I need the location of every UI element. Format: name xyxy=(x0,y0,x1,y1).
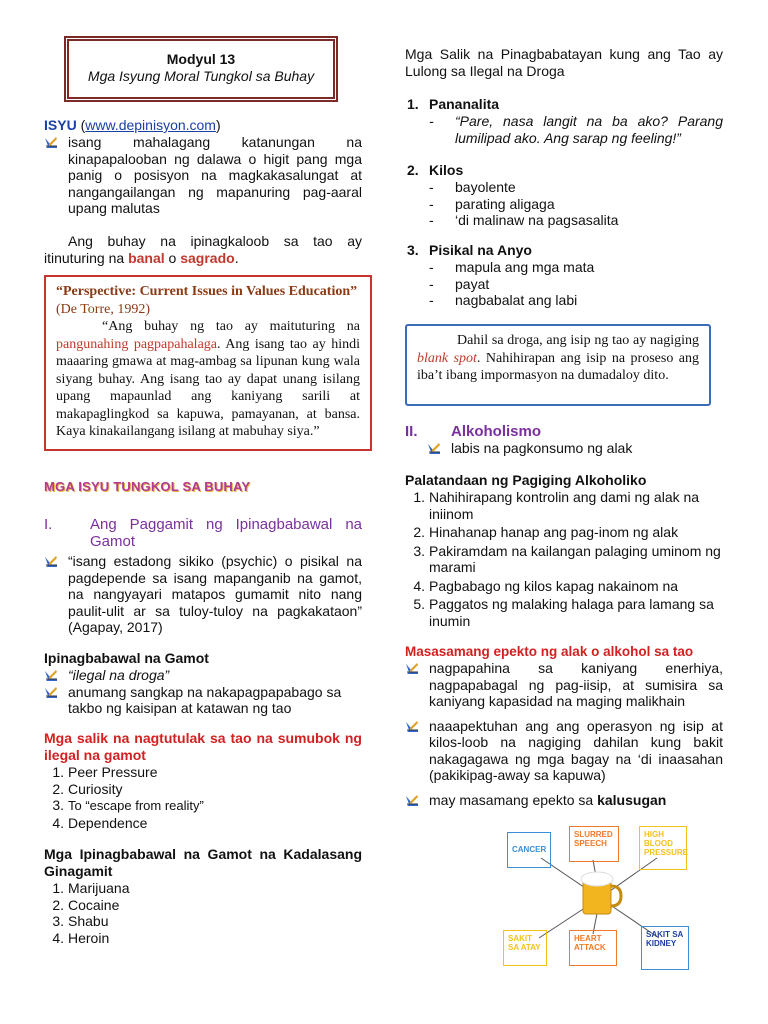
palatandaan-item-text: Paggatos ng malaking halaga para lamang sa inumin xyxy=(429,596,714,629)
infobox-blank-spot: blank spot xyxy=(417,350,477,366)
kadalasan-item-text: Marijuana xyxy=(68,880,130,896)
epekto-item-text: naaapektuhan ang ang operasyon ng isip at kilos-loob na nagiging dahilan kung bakit nakagagawa ng mga bagay na ‘di inaasahan (pakikipag-away sa kapuwa) xyxy=(429,717,723,783)
pisikal-item-text: mapula ang mga mata xyxy=(455,259,595,275)
salik-item-text: To “escape from reality” xyxy=(68,798,204,813)
pen-bullet-icon xyxy=(44,554,58,568)
salik-heading: Mga salik na nagtutulak sa tao na sumubok ng ilegal na gamot xyxy=(44,730,362,763)
sagrado-word: sagrado xyxy=(180,250,235,266)
section-2-definition: labis na pagkonsumo ng alak xyxy=(451,440,633,456)
pananalita-item: - “Pare, nasa langit na ba ako? Parang lumilipad ako. Ang sarap ng feeling!” xyxy=(429,113,723,146)
kalusugan-word: kalusugan xyxy=(597,791,667,808)
isyu-definition: isang mahalagang katanungan na kinapapalooban ng dalawa o higit pang mga panig o posisyon na magkakasalungat at nangangailangan ng mapanuring pag-aaral upang malutas xyxy=(68,134,362,216)
infobox-text-b: . Nahihirapan ang isip na proseso ang iba’t ibang impormasyon na dumadaloy dito. xyxy=(417,350,699,383)
salik-item-text: Curiosity xyxy=(68,780,123,797)
list-item: 4. Heroin xyxy=(52,929,110,946)
ipinagbabawal-item-text: “ilegal na droga” xyxy=(68,667,170,683)
kadalasan-item-text: Cocaine xyxy=(68,896,120,913)
pisikal-number: 3. xyxy=(407,242,419,258)
kilos-item-text: parating aligaga xyxy=(455,195,555,212)
section-1 xyxy=(44,516,362,636)
quote-text-1: “Ang buhay ng tao ay maituturing na xyxy=(102,319,360,334)
diagram-label-heart-attack: HEART ATTACK xyxy=(569,930,617,966)
isyu-section xyxy=(44,117,362,217)
section-1-definition-item xyxy=(44,553,362,636)
list-item: 2. Cocaine xyxy=(52,896,120,913)
kilos-item: - parating aligaga xyxy=(429,195,555,212)
kilos-item-text: bayolente xyxy=(455,179,516,195)
isyu-definition-item xyxy=(44,134,362,217)
salik-list xyxy=(44,764,362,831)
palatandaan-item-text: Pagbabago ng kilos kapag nakainom na xyxy=(429,577,679,594)
diagram-label-sakit-sa-atay: SAKIT SA ATAY xyxy=(503,930,547,966)
ipinagbabawal-heading: Ipinagbabawal na Gamot xyxy=(44,650,209,666)
kilos-heading xyxy=(405,162,723,179)
quote-body xyxy=(56,318,360,441)
diagram-label-slurred-speech: SLURRED SPEECH xyxy=(569,826,619,862)
kadalasan-list xyxy=(44,880,362,946)
pananalita-section xyxy=(405,96,723,146)
palatandaan-heading: Palatandaan ng Pagiging Alkoholiko xyxy=(405,472,647,488)
module-title-box xyxy=(64,36,338,102)
kilos-item: - bayolente xyxy=(429,179,516,195)
quote-text-2: . Ang isang tao ay hindi maaaring gmawa at mag-ambag sa lipunan kung wala siyang buhay. Ang isang tao ay dapat unang isilang upang mapaunlad ang kaniyang sarili at makapaglingkod sa kapuwa, pamayanan, at bansa. Kaya kinakailangang isilang at mabuhay siya.” xyxy=(56,336,360,439)
pisikal-item-text: nagbabalat ang labi xyxy=(455,292,578,308)
list-item: 2. Curiosity xyxy=(52,780,123,797)
pisikal-title: Pisikal na Anyo xyxy=(429,242,532,258)
epekto-item xyxy=(405,660,723,710)
buhay-intro-end: . xyxy=(234,250,239,266)
kilos-item: - ‘di malinaw na pagsasalita xyxy=(429,212,619,228)
module-title: Modyul 13 xyxy=(166,51,236,67)
list-item: 3. To “escape from reality” xyxy=(52,797,204,813)
pananalita-heading xyxy=(405,96,723,113)
section-2 xyxy=(405,423,723,457)
section-1-number: I. xyxy=(44,516,53,533)
epekto-item-text: may masamang epekto sa xyxy=(429,791,598,808)
section-1-definition: “isang estadong sikiko (psychic) o pisikal na pagdepende sa isang mapanganib na gamot, na nangyayari matapos gumamit nito nang paulit-ulit ar sa tuloy-tuloy na pagkakataon” (Agapay, 2017) xyxy=(68,553,362,635)
list-item: 1. Peer Pressure xyxy=(52,764,158,780)
ipinagbabawal-section xyxy=(44,650,362,717)
diagram-label-sakit-sa-kidney: SAKIT SA KIDNEY xyxy=(641,926,689,970)
ipinagbabawal-item xyxy=(44,667,362,684)
right-intro: Mga Salik na Pinagbabatayan kung ang Tao ay Lulong sa Ilegal na Droga xyxy=(405,46,723,79)
kadalasan-item-text: Shabu xyxy=(68,913,109,929)
list-item: 4. Pagbabago ng kilos kapag nakainom na xyxy=(413,577,679,594)
list-item: 3. Shabu xyxy=(52,913,109,929)
kadalasan-heading: Mga Ipinagbabawal na Gamot na Kadalasang Ginagamit xyxy=(44,846,362,879)
infobox-text-a: Dahil sa droga, ang isip ng tao ay nagiging xyxy=(457,333,699,348)
palatandaan-item-text: Nahihirapang kontrolin ang dami ng alak na iniinom xyxy=(429,489,700,522)
epekto-heading: Masasamang epekto ng alak o alkohol sa tao xyxy=(405,644,694,659)
pen-bullet-icon xyxy=(405,661,419,675)
quote-box xyxy=(44,275,372,451)
epekto-item xyxy=(405,792,723,809)
pen-bullet-icon xyxy=(44,668,58,682)
pisikal-section xyxy=(405,242,723,309)
pen-bullet-icon xyxy=(405,719,419,733)
pen-bullet-icon xyxy=(427,441,441,455)
pisikal-heading xyxy=(405,242,723,259)
diagram-label-high-blood-pressure: HIGH BLOOD PRESSURE xyxy=(639,826,687,870)
section-2-definition-item xyxy=(427,440,723,457)
section-1-heading xyxy=(44,516,362,550)
pananalita-title: Pananalita xyxy=(429,96,500,112)
buhay-intro xyxy=(44,233,362,267)
isyu-label: ISYU xyxy=(44,117,77,133)
ipinagbabawal-item-text: anumang sangkap na nakapagpapabago sa takbo ng kaisipan at katawan ng tao xyxy=(68,683,342,716)
isyu-paren-open: ( xyxy=(76,117,86,133)
section-1-title: Ang Paggamit ng Ipinagbabawal na Gamot xyxy=(90,516,362,550)
list-item: 4. Dependence xyxy=(52,814,148,831)
palatandaan-section xyxy=(405,472,723,629)
isyu-link[interactable]: www.depinisyon.com xyxy=(85,117,216,133)
quote-highlight: pangunahing pagpapahalaga xyxy=(56,336,217,352)
kadalasan-section xyxy=(44,846,362,946)
epekto-section xyxy=(405,643,723,808)
salik-section xyxy=(44,730,362,831)
section-heading: MGA ISYU TUNGKOL SA BUHAY xyxy=(44,479,251,494)
section-2-heading xyxy=(405,423,723,440)
list-item: 1. Nahihirapang kontrolin ang dami ng alak na iniinom xyxy=(413,489,700,522)
salik-item-text: Peer Pressure xyxy=(68,764,158,780)
palatandaan-list xyxy=(405,489,723,629)
buhay-intro-text: Ang buhay na ipinagkaloob sa tao ay itinuturing na xyxy=(44,233,362,266)
kilos-item-text: ‘di malinaw na pagsasalita xyxy=(455,212,619,228)
palatandaan-item-text: Pakiramdam na kailangan palaging uminom ng marami xyxy=(429,542,721,575)
kilos-section xyxy=(405,162,723,229)
pen-bullet-icon xyxy=(44,135,58,149)
pen-bullet-icon xyxy=(405,793,419,807)
quote-citation: (De Torre, 1992) xyxy=(56,301,151,317)
alcohol-effects-diagram xyxy=(497,822,703,974)
droga-info-box xyxy=(405,324,711,406)
pisikal-item: - nagbabalat ang labi xyxy=(429,292,578,308)
list-item: 3. Pakiramdam na kailangan palaging uminom ng marami xyxy=(413,542,721,575)
pisikal-item-text: payat xyxy=(455,275,490,292)
diagram-label-cancer: CANCER xyxy=(507,832,551,868)
pen-bullet-icon xyxy=(44,685,58,699)
pananalita-number: 1. xyxy=(407,96,419,112)
pananalita-item-text: “Pare, nasa langit na ba ako? Parang lumilipad ako. Ang sarap ng feeling!” xyxy=(455,113,723,146)
section-2-title: Alkoholismo xyxy=(451,423,542,440)
salik-item-text: Dependence xyxy=(68,814,148,831)
module-subtitle: Mga Isyung Moral Tungkol sa Buhay xyxy=(87,68,315,84)
list-item: 1. Marijuana xyxy=(52,880,130,896)
pisikal-item: - mapula ang mga mata xyxy=(429,259,595,275)
banal-word: banal xyxy=(128,250,165,266)
palatandaan-item-text: Hinahanap hanap ang pag-inom ng alak xyxy=(429,524,679,540)
isyu-paren-close: ) xyxy=(215,117,221,133)
section-2-number: II. xyxy=(405,423,418,440)
epekto-item xyxy=(405,718,723,784)
epekto-item-text: nagpapahina sa kaniyang enerhiya, nagpapabagal ng pag-iisip, at sumisira sa kaniyang kapasidad na maging malikhain xyxy=(429,660,723,709)
pisikal-item: - payat xyxy=(429,275,490,292)
kilos-number: 2. xyxy=(407,162,419,178)
ipinagbabawal-item xyxy=(44,684,362,717)
buhay-intro-o: o xyxy=(164,250,181,266)
quote-title: “Perspective: Current Issues in Values Education” xyxy=(56,284,358,299)
kadalasan-item-text: Heroin xyxy=(68,929,110,946)
list-item: 2. Hinahanap hanap ang pag-inom ng alak xyxy=(413,524,679,540)
kilos-title: Kilos xyxy=(429,162,464,178)
list-item: 5. Paggatos ng malaking halaga para lamang sa inumin xyxy=(413,596,714,629)
